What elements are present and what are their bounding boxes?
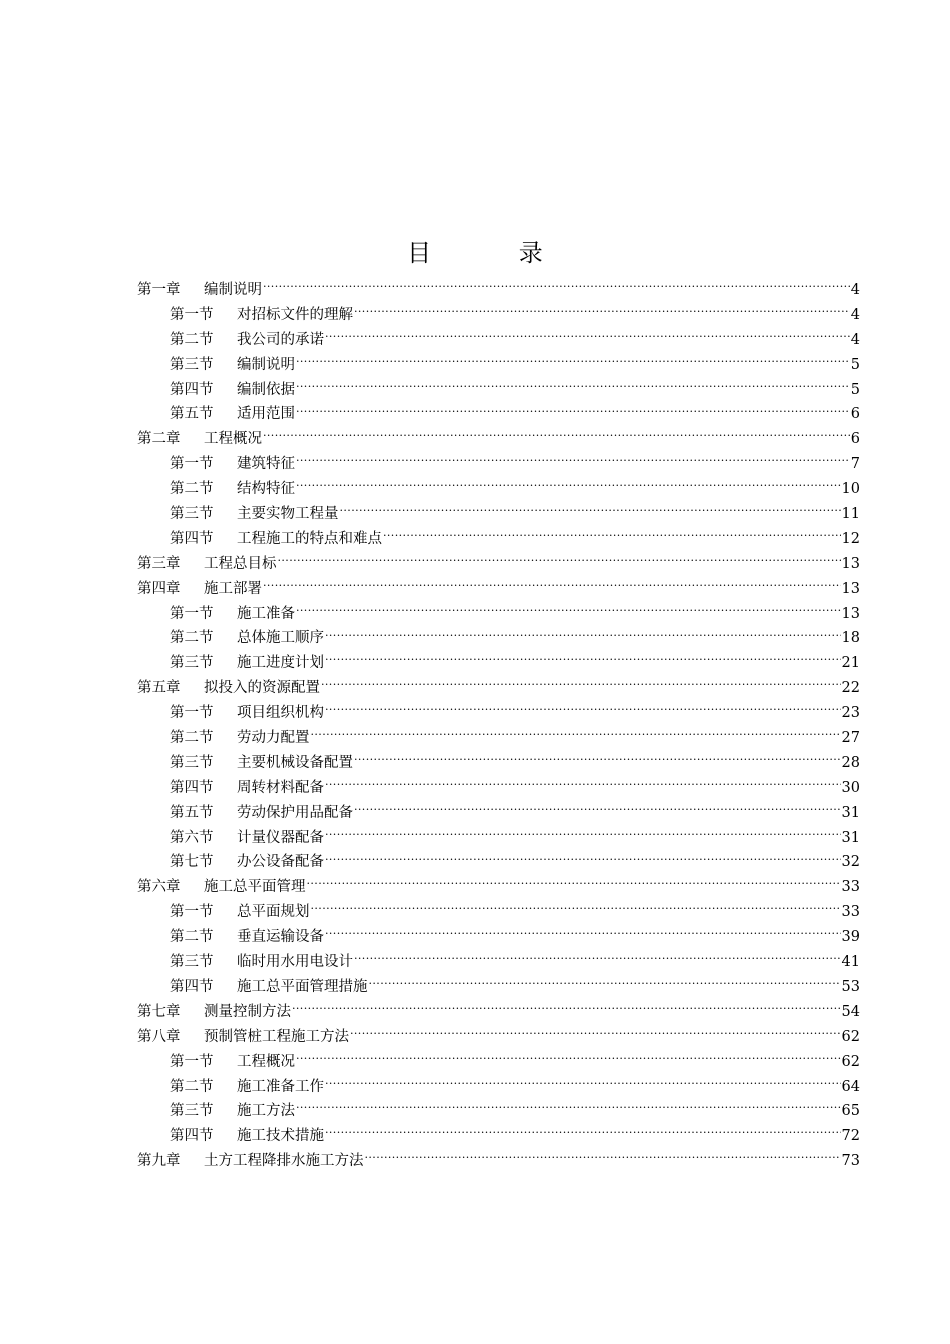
toc-entry-title: 施工进度计划 [237, 655, 324, 672]
toc-dot-leader [311, 728, 841, 743]
toc-entry-number: 第三节 [170, 1103, 214, 1120]
toc-section-entry[interactable] [137, 477, 860, 502]
toc-page-number: 72 [841, 1128, 860, 1145]
toc-dot-leader [325, 1126, 841, 1141]
toc-entry-title: 计量仪器配备 [237, 829, 324, 846]
toc-entry-title: 主要机械设备配置 [237, 754, 353, 771]
toc-entry-number: 第二节 [170, 331, 214, 348]
toc-entry-title: 项目组织机构 [237, 705, 324, 722]
toc-entry-title: 主要实物工程量 [237, 506, 339, 523]
toc-dot-leader [354, 752, 841, 767]
toc-section-entry[interactable] [137, 925, 860, 950]
toc-dot-leader [263, 280, 850, 295]
toc-page-number: 13 [841, 605, 860, 622]
toc-entry-number: 第一节 [170, 456, 214, 473]
toc-entry-title: 我公司的承诺 [237, 331, 324, 348]
toc-page-number: 22 [841, 680, 860, 697]
toc-entry-title: 施工准备 [237, 605, 295, 622]
toc-dot-leader [325, 852, 841, 867]
toc-entry-title: 施工总平面管理措施 [237, 978, 368, 995]
toc-section-entry[interactable] [137, 502, 860, 527]
toc-entry-number: 第二节 [170, 481, 214, 498]
toc-dot-leader [307, 877, 841, 892]
toc-entry-number: 第六节 [170, 829, 214, 846]
toc-dot-leader [365, 1151, 841, 1166]
toc-entry-title: 工程总目标 [204, 555, 277, 572]
toc-chapter-entry[interactable] [137, 552, 860, 577]
toc-dot-leader [354, 802, 841, 817]
toc-entry-number: 第八章 [137, 1028, 181, 1045]
toc-section-entry[interactable] [137, 626, 860, 651]
toc-entry-number: 第四节 [170, 530, 214, 547]
toc-section-entry[interactable] [137, 651, 860, 676]
toc-section-entry[interactable] [137, 378, 860, 403]
toc-section-entry[interactable] [137, 353, 860, 378]
toc-entry-number: 第四节 [170, 978, 214, 995]
toc-entry-title: 编制依据 [237, 381, 295, 398]
toc-dot-leader [350, 1026, 841, 1041]
toc-section-entry[interactable] [137, 975, 860, 1000]
toc-entry-number: 第一节 [170, 605, 214, 622]
toc-dot-leader [340, 504, 841, 519]
toc-section-entry[interactable] [137, 751, 860, 776]
toc-entry-title: 施工部署 [204, 580, 262, 597]
toc-entry-title: 施工准备工作 [237, 1078, 324, 1095]
toc-page-number: 64 [841, 1078, 860, 1095]
toc-dot-leader [325, 329, 850, 344]
toc-dot-leader [296, 354, 850, 369]
toc-chapter-entry[interactable] [137, 1000, 860, 1025]
toc-entry-number: 第二章 [137, 431, 181, 448]
toc-page-number: 41 [841, 954, 860, 971]
toc-section-entry[interactable] [137, 776, 860, 801]
toc-entry-title: 劳动力配置 [237, 730, 310, 747]
toc-page-number: 13 [841, 555, 860, 572]
toc-section-entry[interactable] [137, 303, 860, 328]
toc-section-entry[interactable] [137, 402, 860, 427]
toc-section-entry[interactable] [137, 328, 860, 353]
toc-list [137, 278, 860, 1174]
toc-dot-leader [296, 1051, 841, 1066]
toc-dot-leader [325, 1076, 841, 1091]
toc-entry-number: 第四节 [170, 779, 214, 796]
toc-chapter-entry[interactable] [137, 278, 860, 303]
toc-page-number: 12 [841, 530, 860, 547]
toc-entry-title: 结构特征 [237, 481, 295, 498]
toc-entry-number: 第一节 [170, 705, 214, 722]
toc-page-number: 21 [841, 655, 860, 672]
toc-entry-number: 第三节 [170, 356, 214, 373]
toc-entry-number: 第五章 [137, 680, 181, 697]
toc-section-entry[interactable] [137, 850, 860, 875]
toc-entry-title: 预制管桩工程施工方法 [204, 1028, 349, 1045]
toc-section-entry[interactable] [137, 950, 860, 975]
toc-section-entry[interactable] [137, 527, 860, 552]
toc-page-number: 33 [841, 904, 860, 921]
toc-entry-number: 第七节 [170, 854, 214, 871]
toc-page-number: 23 [841, 705, 860, 722]
toc-entry-title: 拟投入的资源配置 [204, 680, 320, 697]
toc-page-number: 6 [850, 431, 860, 448]
toc-page-number: 30 [841, 779, 860, 796]
toc-entry-number: 第四章 [137, 580, 181, 597]
toc-entry-number: 第一节 [170, 306, 214, 323]
toc-page-number: 73 [841, 1153, 860, 1170]
toc-entry-title: 垂直运输设备 [237, 929, 324, 946]
toc-entry-number: 第三节 [170, 754, 214, 771]
toc-section-entry[interactable] [137, 602, 860, 627]
toc-title: 目 录 [407, 239, 583, 267]
toc-page-number: 4 [850, 282, 860, 298]
toc-section-entry[interactable] [137, 801, 860, 826]
toc-section-entry[interactable] [137, 900, 860, 925]
toc-entry-number: 第四节 [170, 381, 214, 398]
toc-dot-leader [325, 628, 841, 643]
toc-entry-number: 第二节 [170, 730, 214, 747]
toc-entry-title: 临时用水用电设计 [237, 954, 353, 971]
toc-page-number: 54 [841, 1003, 860, 1020]
toc-page-number: 31 [841, 829, 860, 846]
toc-page-number: 39 [841, 929, 860, 946]
toc-entry-number: 第四节 [170, 1128, 214, 1145]
toc-entry-title: 工程概况 [204, 431, 262, 448]
toc-chapter-entry[interactable] [137, 577, 860, 602]
toc-page-number: 6 [850, 406, 860, 423]
toc-dot-leader [296, 603, 841, 618]
toc-chapter-entry[interactable] [137, 676, 860, 701]
toc-dot-leader [325, 827, 841, 842]
toc-page-number: 62 [841, 1053, 860, 1070]
toc-section-entry[interactable] [137, 1050, 860, 1075]
toc-page-number: 32 [841, 854, 860, 871]
toc-dot-leader [292, 1001, 841, 1016]
toc-entry-title: 工程概况 [237, 1053, 295, 1070]
toc-entry-title: 编制说明 [237, 356, 295, 373]
toc-page-number: 53 [841, 978, 860, 995]
toc-dot-leader [325, 653, 841, 668]
toc-chapter-entry[interactable] [137, 1149, 860, 1174]
toc-entry-number: 第九章 [137, 1153, 181, 1170]
toc-page-number: 27 [841, 730, 860, 747]
toc-entry-title: 周转材料配备 [237, 779, 324, 796]
toc-dot-leader [325, 927, 841, 942]
toc-entry-title: 总体施工顺序 [237, 630, 324, 647]
toc-section-entry[interactable] [137, 726, 860, 751]
toc-dot-leader [321, 678, 841, 693]
toc-entry-number: 第二节 [170, 1078, 214, 1095]
toc-section-entry[interactable] [137, 826, 860, 851]
toc-chapter-entry[interactable] [137, 427, 860, 452]
toc-page-number: 65 [841, 1103, 860, 1120]
toc-chapter-entry[interactable] [137, 1025, 860, 1050]
toc-entry-title: 测量控制方法 [204, 1003, 291, 1020]
toc-entry-number: 第六章 [137, 879, 181, 896]
toc-page-number: 10 [841, 481, 860, 498]
toc-dot-leader [278, 553, 841, 568]
toc-section-entry[interactable] [137, 1124, 860, 1149]
toc-entry-number: 第五节 [170, 804, 214, 821]
toc-page-number: 4 [850, 331, 860, 348]
toc-page-number: 18 [841, 630, 860, 647]
toc-section-entry[interactable] [137, 701, 860, 726]
toc-page-number: 5 [850, 381, 860, 398]
toc-page-number: 11 [841, 506, 860, 523]
toc-section-entry[interactable] [137, 1099, 860, 1124]
toc-entry-number: 第三节 [170, 954, 214, 971]
toc-entry-title: 劳动保护用品配备 [237, 804, 353, 821]
toc-entry-number: 第三章 [137, 555, 181, 572]
toc-dot-leader [296, 454, 850, 469]
toc-page-number: 13 [841, 580, 860, 597]
toc-entry-number: 第五节 [170, 406, 214, 423]
toc-dot-leader [296, 379, 850, 394]
toc-dot-leader [263, 429, 850, 444]
toc-page-number: 7 [850, 456, 860, 473]
toc-page-number: 62 [841, 1028, 860, 1045]
toc-dot-leader [296, 1101, 841, 1116]
toc-entry-title: 施工方法 [237, 1103, 295, 1120]
toc-entry-title: 总平面规划 [237, 904, 310, 921]
toc-entry-number: 第三节 [170, 506, 214, 523]
toc-page-number: 31 [841, 804, 860, 821]
toc-entry-title: 工程施工的特点和难点 [237, 530, 382, 547]
toc-entry-number: 第一节 [170, 904, 214, 921]
toc-dot-leader [325, 703, 841, 718]
toc-entry-title: 土方工程降排水施工方法 [204, 1153, 364, 1170]
toc-page-number: 28 [841, 754, 860, 771]
toc-entry-title: 办公设备配备 [237, 854, 324, 871]
toc-dot-leader [354, 952, 841, 967]
toc-dot-leader [263, 578, 841, 593]
toc-entry-title: 适用范围 [237, 406, 295, 423]
toc-entry-number: 第三节 [170, 655, 214, 672]
toc-entry-number: 第七章 [137, 1003, 181, 1020]
toc-dot-leader [325, 777, 841, 792]
toc-page-number: 5 [850, 356, 860, 373]
toc-entry-title: 施工总平面管理 [204, 879, 306, 896]
toc-page-number: 4 [850, 306, 860, 323]
toc-page-number: 33 [841, 879, 860, 896]
toc-dot-leader [354, 304, 850, 319]
toc-section-entry[interactable] [137, 452, 860, 477]
toc-entry-title: 建筑特征 [237, 456, 295, 473]
toc-dot-leader [296, 404, 850, 419]
toc-entry-title: 施工技术措施 [237, 1128, 324, 1145]
toc-entry-number: 第二节 [170, 929, 214, 946]
toc-entry-number: 第二节 [170, 630, 214, 647]
toc-entry-title: 对招标文件的理解 [237, 306, 353, 323]
toc-dot-leader [296, 479, 841, 494]
toc-entry-number: 第一章 [137, 282, 181, 298]
toc-dot-leader [311, 902, 841, 917]
toc-dot-leader [383, 528, 841, 543]
toc-section-entry[interactable] [137, 1075, 860, 1100]
toc-entry-number: 第一节 [170, 1053, 214, 1070]
toc-chapter-entry[interactable] [137, 875, 860, 900]
toc-dot-leader [369, 976, 841, 991]
toc-entry-title: 编制说明 [204, 282, 262, 298]
